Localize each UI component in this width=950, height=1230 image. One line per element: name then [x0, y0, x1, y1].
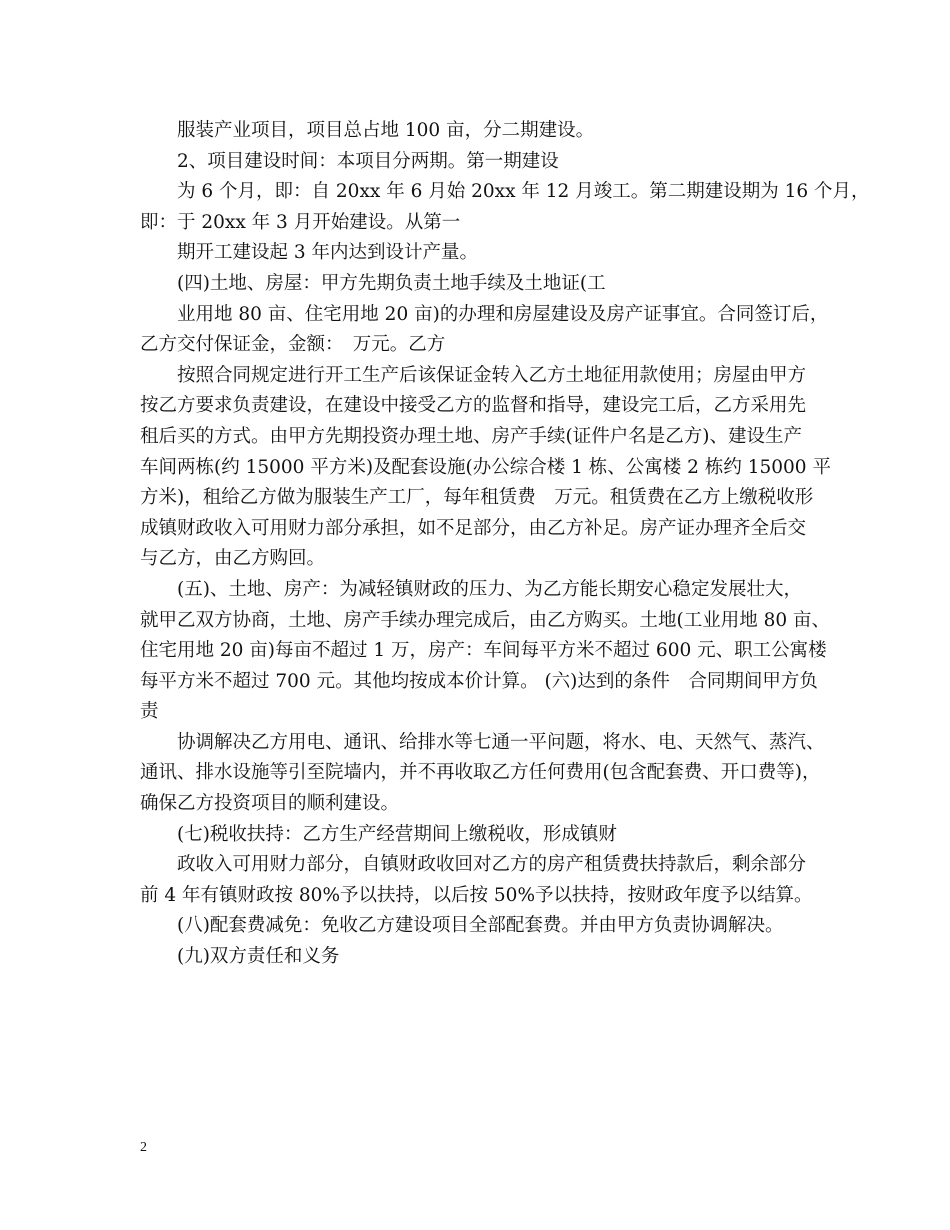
text-line: 每平方米不超过 700 元。其他均按成本价计算。 (六)达到的条件 合同期间甲方负 [140, 670, 818, 692]
text-line: 前 4 年有镇财政按 80%予以扶持，以后按 50%予以扶持，按财政年度予以结算。 [140, 884, 813, 906]
text-line: 通讯、排水设施等引至院墙内，并不再收取乙方任何费用(包含配套费、开口费等)， [140, 762, 821, 784]
text-line: 与乙方，由乙方购回。 [140, 548, 326, 570]
text-line: 即：于 20xx 年 3 月开始建设。从第一 [140, 211, 461, 233]
text-line: 按乙方要求负责建设，在建设中接受乙方的监督和指导，建设完工后，乙方采用先 [140, 395, 807, 417]
text-line: 方米)，租给乙方做为服装生产工厂，每年租赁费 万元。租赁费在乙方上缴税收形 [140, 487, 814, 509]
document-body [140, 116, 870, 973]
text-line: (八)配套费减免：免收乙方建设项目全部配套费。并由甲方负责协调解决。 [177, 915, 784, 937]
text-line: 就甲乙双方协商，土地、房产手续办理完成后，由乙方购买。土地(工业用地 80 亩、 [140, 609, 831, 631]
text-line: 协调解决乙方用电、通讯、给排水等七通一平问题，将水、电、天然气、蒸汽、 [177, 731, 825, 753]
page-number: 2 [140, 1140, 147, 1155]
text-line: 2、项目建设时间：本项目分两期。第一期建设 [177, 150, 559, 172]
text-line: 成镇财政收入可用财力部分承担，如不足部分，由乙方补足。房产证办理齐全后交 [140, 517, 807, 539]
text-line: (七)税收扶持：乙方生产经营期间上缴税收，形成镇财 [177, 823, 617, 845]
text-line: 车间两栋(约 15000 平方米)及配套设施(办公综合楼 1 栋、公寓楼 2 栋约 15000 平 [140, 456, 831, 478]
text-line: (五)、土地、房产：为减轻镇财政的压力、为乙方能长期安心稳定发展壮大， [177, 578, 802, 600]
text-line: 为 6 个月，即：自 20xx 年 6 月始 20xx 年 12 月竣工。第二期建设期为 16 个月， [177, 181, 870, 203]
text-line: (九)双方责任和义务 [177, 946, 340, 968]
text-line: 服装产业项目，项目总占地 100 亩，分二期建设。 [177, 120, 595, 141]
text-line: 住宅用地 20 亩)每亩不超过 1 万，房产：车间每平方米不超过 600 元、职工公寓楼 [140, 640, 827, 662]
text-line: 业用地 80 亩、住宅用地 20 亩)的办理和房屋建设及房产证事宜。合同签订后， [177, 303, 829, 325]
text-line: 责 [140, 701, 159, 723]
text-line: 政收入可用财力部分，自镇财政收回对乙方的房产租赁费扶持款后，剩余部分 [177, 854, 807, 876]
text-line: 期开工建设起 3 年内达到设计产量。 [177, 242, 479, 264]
text-line: 租后买的方式。由甲方先期投资办理土地、房产手续(证件户名是乙方)、建设生产 [140, 425, 802, 447]
text-line: 按照合同规定进行开工生产后该保证金转入乙方土地征用款使用；房屋由甲方 [177, 364, 807, 386]
text-line: (四)土地、房屋：甲方先期负责土地手续及土地证(工 [177, 272, 606, 294]
text-line: 确保乙方投资项目的顺利建设。 [140, 793, 400, 815]
text-line: 乙方交付保证金，金额： 万元。乙方 [140, 334, 446, 356]
